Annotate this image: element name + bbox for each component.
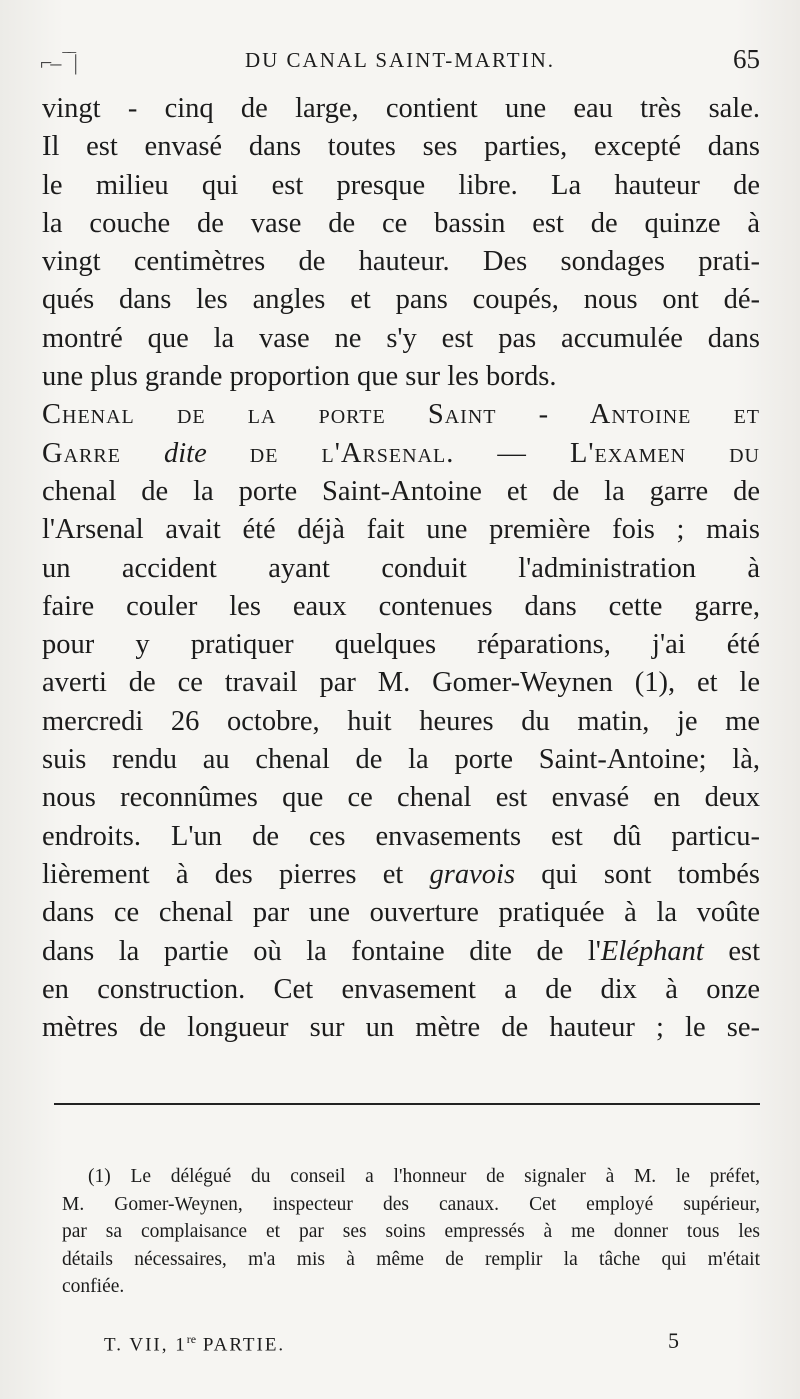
footnote — [62, 1163, 760, 1301]
text-line: qués dans les angles et pans coupés, nous ont dé- — [42, 284, 760, 316]
text-line: le milieu qui est presque libre. La hauteur de — [42, 169, 760, 201]
ordinal-superscript: re — [186, 1332, 197, 1346]
text-line: mercredi 26 octobre, huit heures du matin, je me — [42, 705, 760, 737]
body-text — [42, 90, 760, 1047]
text-line: l'Arsenal avait été déjà fait une première fois ; mais — [42, 514, 760, 546]
running-head: DU CANAL SAINT-MARTIN. — [244, 48, 556, 72]
text-line: la couche de vase de ce bassin est de quinze à — [42, 207, 760, 239]
text-line: mètres de longueur sur un mètre de hauteur ; le se- — [42, 1012, 760, 1044]
footnote-line: par sa complaisance et par ses soins empressés à me donner tous les — [62, 1221, 760, 1242]
text-line: une plus grande proportion que sur les bords. — [42, 361, 557, 393]
sheet-number: 5 — [668, 1328, 679, 1353]
page-number: 65 — [733, 44, 760, 74]
text-line: en construction. Cet envasement a de dix à onze — [42, 973, 760, 1005]
footnote-line: confiée. — [62, 1276, 125, 1297]
text-line: vingt - cinq de large, contient une eau très sale. — [42, 93, 760, 124]
text-line: endroits. L'un de ces envasements est dû particu- — [42, 820, 760, 852]
volume-label: T. VII, 1 — [104, 1334, 187, 1356]
section-heading-line: Garre dite de l'Arsenal. — L'examen du — [42, 437, 760, 469]
section-heading-line: Chenal de la porte Saint - Antoine et — [42, 399, 760, 431]
text-line: un accident ayant conduit l'administration à — [42, 552, 760, 584]
text-line: dans la partie où la fontaine dite de l'Eléphant est — [42, 935, 760, 967]
text-line: averti de ce travail par M. Gomer-Weynen (1), et le — [42, 667, 760, 699]
text-line: suis rendu au chenal de la porte Saint-Antoine; là, — [42, 744, 760, 776]
text-line: pour y pratiquer quelques réparations, j'ai été — [42, 629, 760, 661]
part-label: PARTIE. — [202, 1334, 286, 1356]
text-line: chenal de la porte Saint-Antoine et de la garre de — [42, 475, 760, 507]
text-line: lièrement à des pierres et gravois qui sont tombés — [42, 858, 760, 890]
footnote-line: détails nécessaires, m'a mis à même de remplir la tâche qui m'était — [62, 1248, 760, 1270]
text-line: Il est envasé dans toutes ses parties, excepté dans — [42, 131, 760, 163]
footnote-separator-rule — [54, 1103, 760, 1105]
text-line: faire couler les eaux contenues dans cette garre, — [42, 590, 760, 622]
text-line: nous reconnûmes que ce chenal est envasé en deux — [42, 782, 760, 814]
text-line: montré que la vase ne s'y est pas accumulée dans — [42, 322, 760, 354]
printer-signature — [104, 1332, 285, 1356]
footnote-line: M. Gomer-Weynen, inspecteur des canaux. Cet employé supérieur, — [62, 1193, 760, 1215]
text-line: dans ce chenal par une ouverture pratiquée à la voûte — [42, 897, 760, 929]
footnote-line: (1) Le délégué du conseil a l'honneur de signaler à M. le préfet, — [88, 1166, 760, 1187]
ink-smudge-mark: ⌐‒ ‾‾| — [40, 50, 76, 75]
page-header — [40, 42, 760, 82]
text-line: vingt centimètres de hauteur. Des sondages prati- — [42, 246, 760, 278]
